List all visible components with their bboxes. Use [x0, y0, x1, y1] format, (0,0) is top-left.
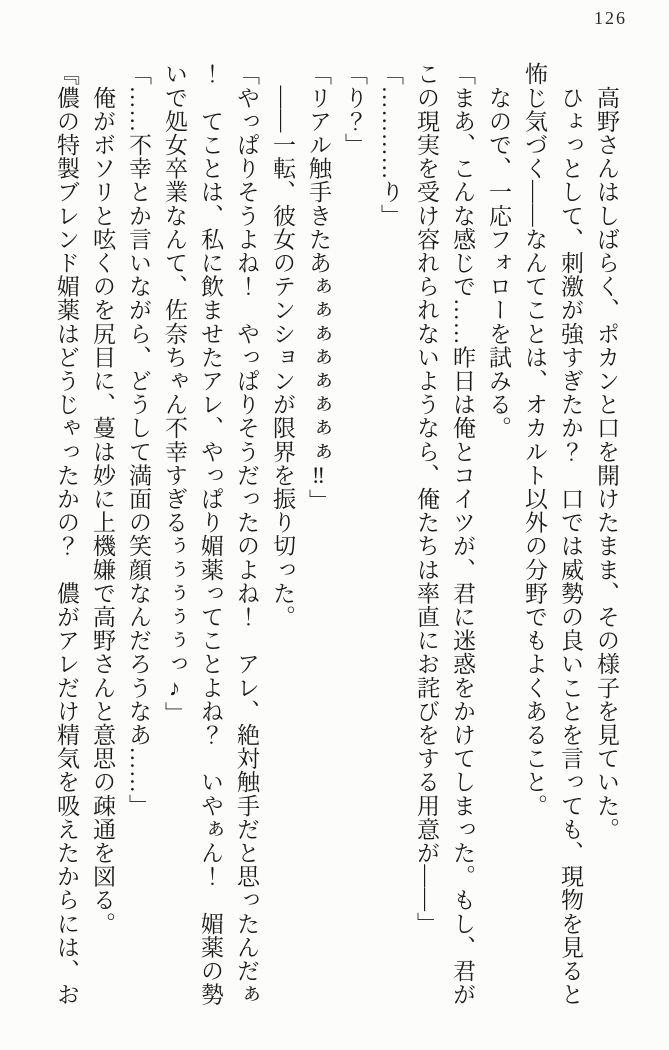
- paragraph-4: 「まあ、こんな感じで……昨日は俺とコイツが、君に迷惑をかけてしまった。もし、君がこの現実を受け容れられないようなら、俺たちは率直にお詫びをする用意が――」: [414, 62, 475, 1006]
- paragraph-10: 「……不幸とか言いながら、どうして満面の笑顔なんだろうなあ……」: [126, 62, 151, 818]
- paragraph-2: ひょっとして、刺激が強すぎたか？ 口では威勢の良いことを言っても、現物を見ると怖じ気づく――なんてことは、オカルト以外の分野でもよくあること。: [522, 62, 583, 1006]
- paragraph-5: 「…………り」: [378, 62, 403, 228]
- paragraph-6: 「り？」: [342, 62, 367, 157]
- paragraph-7: 「リアル触手きたあぁぁぁぁぁぁぁぁ‼」: [306, 62, 331, 513]
- paragraph-1: 高野さんはしばらく、ポカンと口を開けたまま、その様子を見ていた。: [594, 62, 619, 841]
- paragraph-12: 『儂の特製ブレンド媚薬はどうじゃったかの？ 儂がアレだけ精気を吸えたからには、お: [54, 62, 79, 1006]
- paragraph-9: 「やっぱりそうよね！ やっぱりそうだったのよね！ アレ、絶対触手だと思ったんだぁ！ てことは、私に飲ませたアレ、やっぱり媚薬ってことよね？ いやぁん！ 媚薬の勢いで処女卒業なんて、佐奈ちゃん不幸すぎるぅぅぅぅぅっ♪」: [162, 62, 259, 1006]
- paragraph-3: なので、一応フォローを試みる。: [486, 62, 511, 440]
- paragraph-8: ――一転、彼女のテンションが限界を振り切った。: [270, 62, 295, 629]
- paragraph-11: 俺がボソリと呟くのを尻目に、蔓は妙に上機嫌で高野さんと意思の疎通を図る。: [90, 62, 115, 936]
- page-number: 126: [594, 8, 627, 28]
- novel-text-block: [48, 62, 624, 1012]
